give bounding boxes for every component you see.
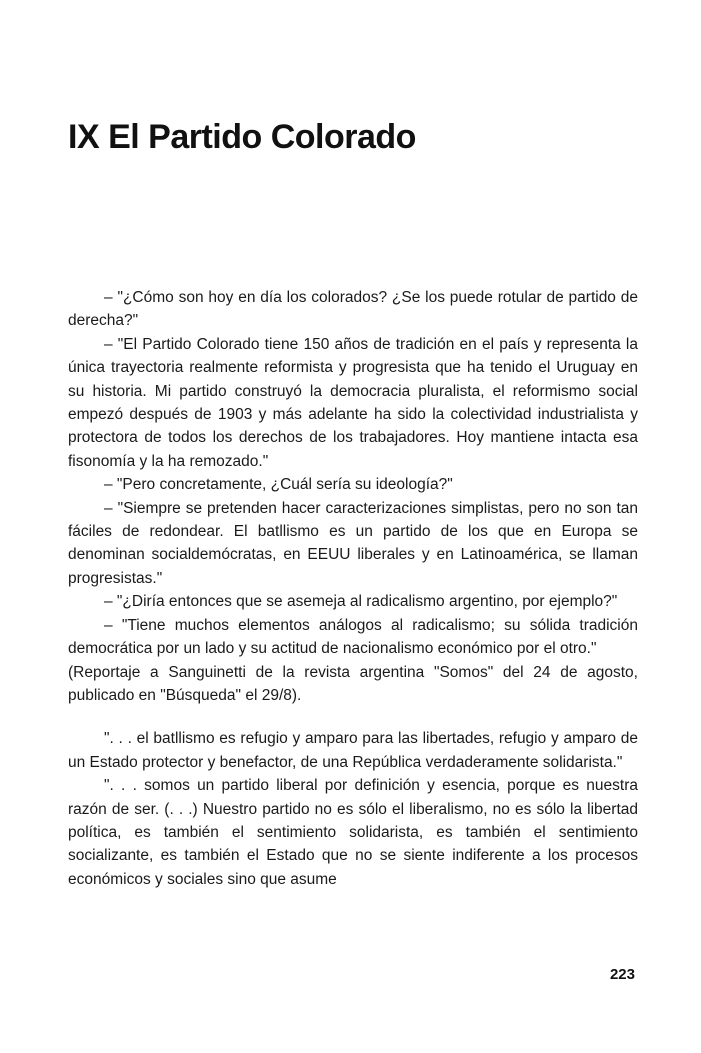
chapter-title: IX El Partido Colorado	[68, 118, 416, 156]
quote-paragraph: ". . . somos un partido liberal por definición y esencia, porque es nuestra razón de ser. (. . .) Nuestro partido no es sólo el liberalismo, no es sólo la libertad política, es también el sentimiento solidarista, es también el sentimiento socializante, es también el Estado que no se siente indiferente a los procesos económicos y sociales sino que asume	[68, 777, 638, 888]
quote-paragraph: ". . . el batllismo es refugio y amparo para las libertades, refugio y amparo de un Estado protector y benefactor, de una República verdaderamente solidarista."	[68, 730, 638, 771]
paragraph: – "Tiene muchos elementos análogos al radicalismo; su sólida tradición democrática por un lado y su actitud de nacionalismo económico por el otro."	[68, 616, 638, 658]
paragraph: – "¿Cómo son hoy en día los colorados? ¿Se los puede rotular de partido de derecha?"	[68, 289, 638, 330]
paragraph: – "¿Diría entonces que se asemeja al radicalismo argentino, por ejemplo?"	[104, 593, 618, 611]
paragraph: – "El Partido Colorado tiene 150 años de tradición en el país y representa la única trayectoria realmente reformista y progresista que ha tenido el Uruguay en su historia. Mi partido construyó la democracia pluralista, el reformismo social empezó después de 1903 y más adelante ha sido la colectividad industrialista y protectora de todos los derechos de los trabajadores. Hoy mantiene intacta esa fisonomía y la ha remozado."	[68, 335, 638, 470]
page-number: 223	[609, 966, 635, 983]
body-text	[68, 286, 638, 891]
paragraph: – "Siempre se pretenden hacer caracterizaciones simplistas, pero no son tan fáciles de redondear. El batllismo es un partido de los que en Europa se denominan socialdemócratas, en EEUU liberales y en Latinoamérica, se llaman progresistas."	[68, 499, 638, 587]
paragraph: – "Pero concretamente, ¿Cuál sería su ideología?"	[104, 476, 453, 494]
citation: (Reportaje a Sanguinetti de la revista argentina "Somos" del 24 de agosto, publicado en "Búsqueda" el 29/8).	[68, 663, 638, 704]
